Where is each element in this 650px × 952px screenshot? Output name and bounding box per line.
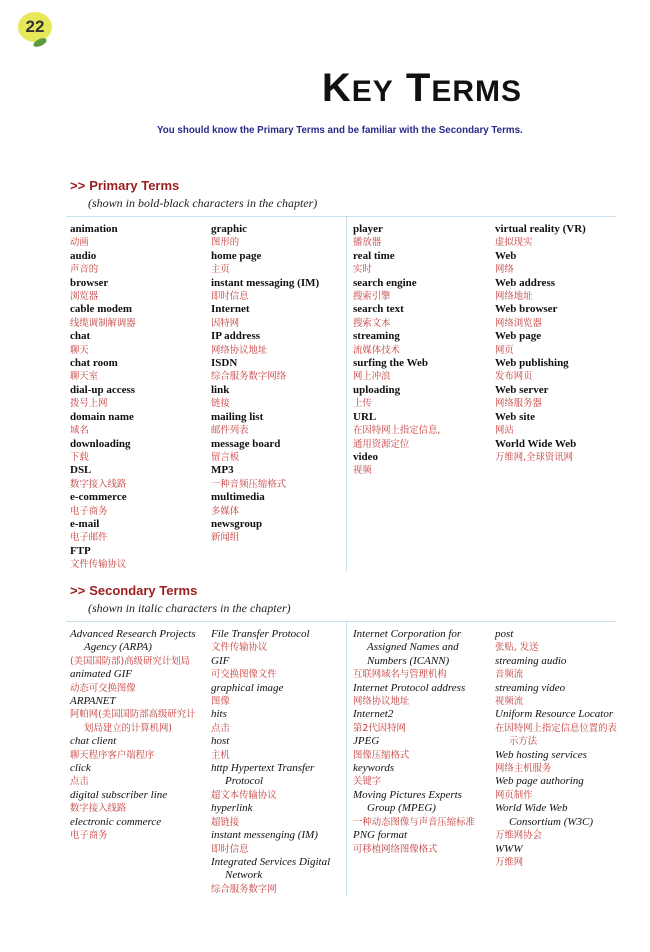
secondary-column-2 bbox=[211, 628, 339, 896]
term-chinese: 文件传输协议 bbox=[211, 642, 268, 654]
term-chinese: 万维网,全球资讯网 bbox=[495, 451, 573, 463]
term-english: JPEG bbox=[353, 735, 380, 748]
term-english: Moving Pictures Experts Group (MPEG) bbox=[353, 788, 462, 815]
term-chinese: 关键字 bbox=[353, 776, 382, 788]
secondary-heading bbox=[70, 583, 197, 598]
term-english: downloading bbox=[70, 437, 131, 450]
secondary-note: (shown in italic characters in the chapter) bbox=[88, 601, 291, 615]
term-english: keywords bbox=[353, 762, 395, 775]
term-english: message board bbox=[211, 437, 281, 450]
term-english: click bbox=[70, 762, 91, 775]
term-english: Web hosting services bbox=[495, 748, 587, 761]
term-english: e-commerce bbox=[70, 491, 127, 504]
term-chinese: 搜索文本 bbox=[353, 317, 391, 329]
term-chinese: 网页 bbox=[495, 344, 514, 356]
term-chinese: 第2代因特网 bbox=[353, 722, 406, 734]
primary-heading-text: Primary Terms bbox=[89, 178, 180, 193]
term-english: streaming bbox=[353, 330, 400, 343]
term-chinese: 主页 bbox=[211, 264, 230, 276]
term-chinese: 可交换图像文件 bbox=[211, 669, 277, 681]
term-chinese: 视频 bbox=[353, 465, 372, 477]
term-english: streaming video bbox=[495, 681, 566, 694]
term-english: Advanced Research Projects Agency (ARPA) bbox=[70, 628, 196, 654]
term-chinese: 阿帕网(美国国防部高级研究计划局建立的计算机网) bbox=[70, 709, 196, 734]
term-english: chat client bbox=[70, 735, 117, 748]
term-chinese: 线缆调制解调器 bbox=[70, 317, 136, 329]
page-title bbox=[322, 66, 522, 111]
title-rest-ey: EY bbox=[351, 75, 394, 108]
term-chinese: 超文本传输协议 bbox=[211, 789, 277, 801]
term-chinese: 浏览器 bbox=[70, 291, 99, 303]
term-english: IP address bbox=[211, 330, 261, 343]
term-chinese: 网络主机服务 bbox=[495, 763, 552, 775]
term-chinese: 拨号上网 bbox=[70, 398, 108, 410]
term-chinese: 在因特网上指定信息位置的表示方法 bbox=[495, 722, 617, 748]
term-english: Internet bbox=[211, 303, 250, 316]
term-chinese: 电子商务 bbox=[70, 505, 108, 517]
term-chinese: (美国国防部)高级研究计划局 bbox=[70, 655, 190, 667]
term-english: post bbox=[495, 628, 514, 640]
term-chinese: 文件传输协议 bbox=[70, 559, 127, 571]
term-chinese: 留言板 bbox=[211, 451, 240, 463]
term-english: surfing the Web bbox=[353, 357, 428, 370]
term-english: player bbox=[353, 223, 383, 235]
term-chinese: 新闻组 bbox=[211, 532, 240, 544]
page-number: 22 bbox=[25, 17, 45, 36]
secondary-divider bbox=[346, 621, 347, 896]
term-chinese: 网络协议地址 bbox=[353, 696, 410, 708]
term-english: digital subscriber line bbox=[70, 788, 168, 801]
term-english: instant messenging (IM) bbox=[211, 829, 318, 842]
primary-note: (shown in bold-black characters in the chapter) bbox=[88, 196, 318, 210]
term-english: PNG format bbox=[353, 829, 408, 842]
term-chinese: 域名 bbox=[70, 425, 89, 437]
title-cap-k: K bbox=[321, 66, 352, 110]
term-chinese: 网络协议地址 bbox=[211, 344, 268, 356]
term-chinese: 聊天程序客户端程序 bbox=[70, 749, 155, 761]
term-english: video bbox=[353, 450, 379, 463]
term-english: http Hypertext Transfer Protocol bbox=[211, 762, 315, 788]
term-english: World Wide Web Consortium (W3C) bbox=[495, 802, 594, 828]
term-english: uploading bbox=[353, 383, 401, 396]
term-chinese: 点击 bbox=[211, 722, 230, 734]
term-english: animation bbox=[70, 223, 118, 235]
term-english: streaming audio bbox=[495, 654, 567, 667]
term-chinese: 因特网 bbox=[211, 317, 240, 329]
term-chinese: 网上冲浪 bbox=[353, 371, 391, 383]
term-english: audio bbox=[70, 249, 97, 262]
term-chinese: 主机 bbox=[211, 749, 230, 761]
term-english: DSL bbox=[70, 464, 92, 477]
term-english: Web publishing bbox=[495, 357, 569, 370]
term-english: GIF bbox=[211, 654, 230, 667]
term-english: World Wide Web bbox=[495, 437, 577, 450]
term-english: e-mail bbox=[70, 517, 100, 530]
term-chinese: 搜索引擎 bbox=[353, 291, 391, 303]
term-english: Internet Protocol address bbox=[353, 681, 466, 694]
term-english: mailing list bbox=[211, 410, 264, 423]
term-chinese: 一种音频压缩格式 bbox=[211, 478, 287, 490]
term-chinese: 邮件列表 bbox=[211, 425, 249, 437]
term-english: MP3 bbox=[211, 464, 234, 477]
term-chinese: 万维网协会 bbox=[495, 830, 542, 842]
term-english: domain name bbox=[70, 410, 134, 423]
secondary-column-4 bbox=[495, 628, 620, 869]
term-chinese: 即时信息 bbox=[211, 291, 249, 303]
term-english: WWW bbox=[495, 842, 523, 855]
term-english: search text bbox=[353, 303, 404, 316]
title-rest-erms: ERMS bbox=[431, 75, 522, 108]
term-chinese: 一种动态图像与声音压缩标准 bbox=[353, 816, 475, 828]
term-chinese: 网页制作 bbox=[495, 789, 533, 801]
term-english: search engine bbox=[353, 276, 417, 289]
term-chinese: 网络浏览器 bbox=[495, 317, 542, 329]
term-english: host bbox=[211, 735, 230, 748]
term-chinese: 声音的 bbox=[70, 264, 99, 276]
term-english: FTP bbox=[70, 544, 91, 557]
double-arrow-icon: >> bbox=[70, 583, 86, 598]
term-english: dial-up access bbox=[70, 383, 136, 396]
term-english: newsgroup bbox=[211, 517, 263, 530]
term-english: Web browser bbox=[495, 303, 558, 316]
leaf-icon bbox=[32, 36, 48, 48]
term-english: Uniform Resource Locator bbox=[495, 708, 614, 721]
term-english: cable modem bbox=[70, 303, 133, 316]
term-english: URL bbox=[353, 410, 377, 423]
term-chinese: 下载 bbox=[70, 451, 89, 463]
term-english: Web address bbox=[495, 276, 556, 289]
term-chinese: 超链接 bbox=[211, 816, 240, 828]
term-chinese: 动画 bbox=[70, 237, 89, 249]
secondary-column-3 bbox=[353, 628, 481, 856]
term-english: chat bbox=[70, 330, 91, 343]
term-english: Web page bbox=[495, 330, 542, 343]
term-chinese: 实时 bbox=[353, 264, 372, 276]
primary-column-2 bbox=[211, 223, 351, 545]
secondary-column-1 bbox=[70, 628, 196, 843]
term-english: virtual reality (VR) bbox=[495, 223, 586, 235]
term-chinese: 互联网域名与管理机构 bbox=[353, 669, 447, 681]
term-chinese: 播放器 bbox=[353, 237, 382, 249]
page-number-badge bbox=[18, 12, 52, 42]
primary-column-3 bbox=[353, 223, 493, 478]
term-english: graphical image bbox=[211, 681, 284, 694]
term-chinese: 在因特网上指定信息, bbox=[353, 425, 441, 437]
secondary-heading-text: Secondary Terms bbox=[89, 583, 198, 598]
primary-column-1 bbox=[70, 223, 210, 572]
term-english: ARPANET bbox=[70, 695, 116, 708]
term-chinese: 网络地址 bbox=[495, 291, 533, 303]
term-chinese: 聊天室 bbox=[70, 371, 99, 383]
term-chinese: 可移植网络图像格式 bbox=[353, 843, 438, 855]
term-english: electronic commerce bbox=[70, 815, 162, 828]
term-english: animated GIF bbox=[70, 668, 133, 681]
term-english: Web bbox=[495, 249, 517, 262]
term-english: Integrated Services Digital Network bbox=[211, 855, 331, 882]
term-chinese: 网站 bbox=[495, 425, 514, 437]
primary-column-4 bbox=[495, 223, 635, 464]
term-english: Web server bbox=[495, 383, 549, 396]
term-chinese: 动态可交换图像 bbox=[70, 682, 136, 694]
term-english: graphic bbox=[211, 223, 248, 235]
term-chinese: 电子邮件 bbox=[70, 532, 108, 544]
term-english: ISDN bbox=[211, 357, 238, 370]
primary-rule bbox=[66, 216, 616, 217]
term-english: link bbox=[211, 383, 230, 396]
term-chinese: 音频流 bbox=[495, 669, 524, 681]
term-english: browser bbox=[70, 276, 109, 289]
term-english: Internet2 bbox=[353, 708, 394, 721]
term-chinese: 流媒体技术 bbox=[353, 344, 400, 356]
term-english: hyperlink bbox=[211, 802, 253, 815]
term-english: Internet Corporation for Assigned Names and Numbers (ICANN) bbox=[353, 628, 462, 667]
term-english: instant messaging (IM) bbox=[211, 276, 320, 289]
term-chinese: 即时信息 bbox=[211, 843, 249, 855]
term-english: home page bbox=[211, 249, 262, 262]
term-english: real time bbox=[353, 249, 395, 262]
term-chinese: 综合服务数字网络 bbox=[211, 371, 287, 383]
term-chinese: 综合服务数字网 bbox=[211, 883, 277, 895]
term-english: hits bbox=[211, 708, 227, 721]
double-arrow-icon: >> bbox=[70, 178, 86, 193]
term-chinese: 视频流 bbox=[495, 696, 524, 708]
primary-heading bbox=[70, 178, 179, 193]
term-english: Web site bbox=[495, 410, 536, 423]
term-chinese: 数字接入线路 bbox=[70, 803, 127, 815]
term-chinese: 网络 bbox=[495, 264, 514, 276]
term-chinese: 通用资源定位 bbox=[353, 438, 410, 450]
term-english: File Transfer Protocol bbox=[211, 628, 310, 640]
term-chinese: 链接 bbox=[211, 398, 230, 410]
term-chinese: 上传 bbox=[353, 398, 372, 410]
term-chinese: 图像 bbox=[211, 696, 230, 708]
term-english: chat room bbox=[70, 357, 118, 370]
title-cap-t: T bbox=[405, 66, 432, 110]
term-chinese: 图形的 bbox=[211, 237, 240, 249]
subtitle: You should know the Primary Terms and be familiar with the Secondary Terms. bbox=[157, 124, 523, 136]
term-chinese: 点击 bbox=[70, 776, 89, 788]
term-chinese: 虚拟现实 bbox=[495, 237, 533, 249]
secondary-rule bbox=[66, 621, 616, 622]
term-chinese: 电子商务 bbox=[70, 830, 108, 842]
term-english: multimedia bbox=[211, 491, 265, 504]
term-chinese: 张贴, 发送 bbox=[495, 642, 539, 654]
term-chinese: 网络服务器 bbox=[495, 398, 542, 410]
term-chinese: 数字接入线路 bbox=[70, 478, 127, 490]
term-english: Web page authoring bbox=[495, 775, 584, 788]
term-chinese: 多媒体 bbox=[211, 505, 240, 517]
term-chinese: 万维网 bbox=[495, 856, 524, 868]
term-chinese: 聊天 bbox=[70, 344, 89, 356]
term-chinese: 图像压缩格式 bbox=[353, 749, 410, 761]
term-chinese: 发布网页 bbox=[495, 371, 533, 383]
